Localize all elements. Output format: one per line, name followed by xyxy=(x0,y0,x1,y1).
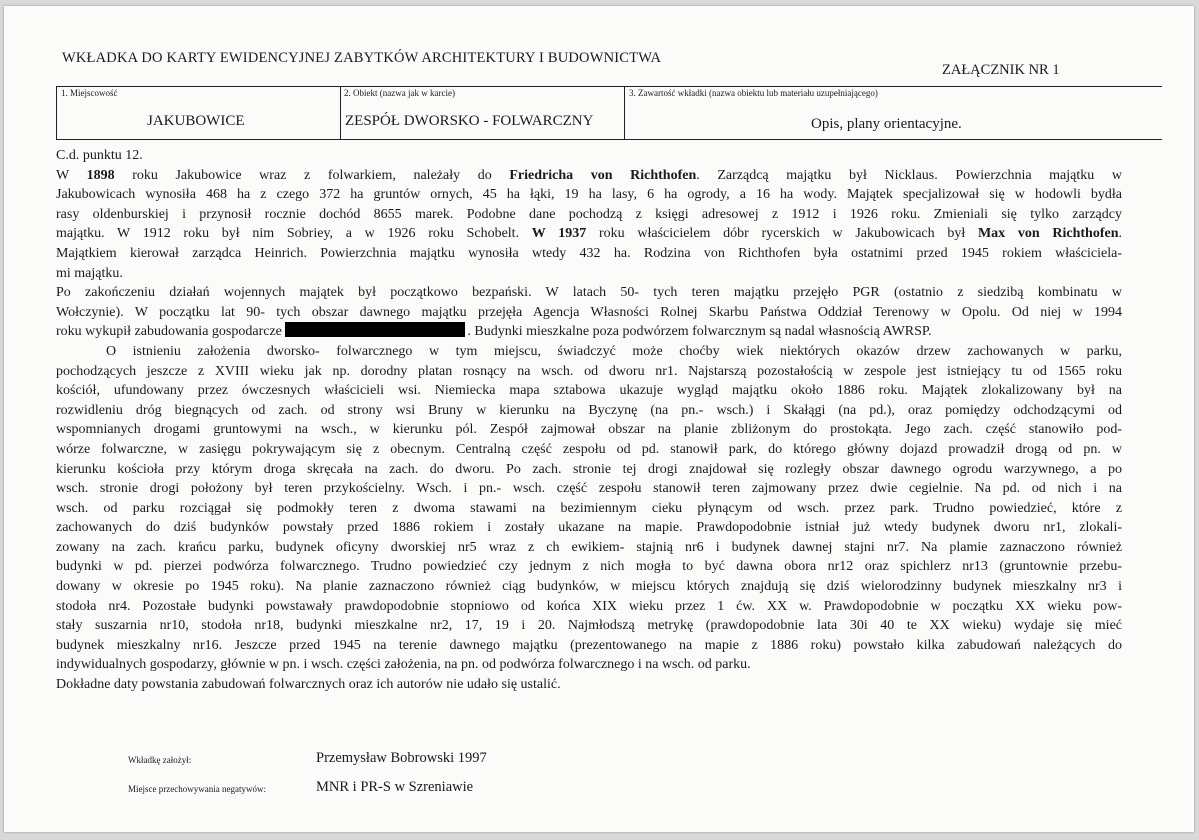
text-line: kościół, ufundowany przez ówczesnych właścicieli wsi. Niemiecka mapa sztabowa ukazuje wygląd majątku około 1886 roku. Majątek zlokalizowany był na xyxy=(56,383,1122,399)
text-line: C.d. punktu 12. xyxy=(56,148,143,163)
owner-name: Max von Richthofen xyxy=(977,226,1119,242)
field-contents xyxy=(625,87,1162,139)
text-line: Majątkiem kierował zarządca Heinrich. Powierzchnia majątku wynosiła wtedy 432 ha. Rodzina von Richthofen była ostatnimi przed 1945 rokiem właściciela- xyxy=(56,245,1122,261)
text-line xyxy=(56,166,1122,186)
text-run: . Budynki mieszkalne poza podwórzem folwarcznym są nadal własnością AWRSP. xyxy=(467,324,932,340)
year-1937: W 1937 xyxy=(531,226,587,242)
text-run: roku Jakubowice wraz z folwarkiem, należały do xyxy=(114,167,510,183)
text-run: roku wykupił zabudowania gospodarcze xyxy=(56,324,286,340)
text-line: mi majątku. xyxy=(56,265,123,281)
year-1898: 1898 xyxy=(86,167,115,183)
author-label: Wkładkę założył: xyxy=(128,755,192,765)
document-title: WKŁADKA DO KARTY EWIDENCYJNEJ ZABYTKÓW ARCHITEKTURY I BUDOWNICTWA xyxy=(62,50,662,66)
text-line: stodoła nr4. Pozostałe budynki powstawały prawdopodobnie stopniowo od końca XIX wieku przez 1 ćw. XX w. Prawdopodobnie w początku XX wieku pow- xyxy=(56,598,1122,614)
field-value: JAKUBOWICE xyxy=(147,113,245,129)
text-line: rasy oldenburskiej i przynosił rocznie dochód 8655 marek. Podobne dane pochodzą z księgi adresowej z 1912 i 1926 roku. Zmieniali się tylko zarządcy xyxy=(56,206,1122,222)
text-line: zowany na zach. krańcu parku, budynek oficyny dworskiej nr5 wraz z ch ewikiem- stajnią nr6 i budynek dawnej stajni nr7. Na plamie zaznaczono również xyxy=(56,539,1122,555)
text-line: Jakubowicach wynosiła 468 ha z czego 372 ha gruntów ornych, 45 ha łąki, 19 ha lasy, 6 ha ogrody, a 16 ha wody. Majątek specjalizował się w hodowli bydła xyxy=(56,187,1122,203)
text-line xyxy=(56,322,1122,342)
negatives-storage-label: Miejsce przechowywania negatywów: xyxy=(128,784,266,794)
text-line: rozwidleniu dróg biegnących od zach. od strony wsi Bruny w kierunku na Byczynę (na pn.- wsch.) i Skałągi (na pd.), oraz pomiędzy odchodzącymi od xyxy=(56,402,1122,418)
text-run: roku właścicielem dóbr rycerskich w Jakubowicach był xyxy=(586,226,978,242)
text-line: Dokładne daty powstania zabudowań folwarcznych oraz ich autorów nie udało się ustalić. xyxy=(56,677,561,693)
text-run: . Zarządcą majątku był Nicklaus. Powierzchnia majątku w xyxy=(696,167,1122,183)
text-line: wórze folwarczne, w zasięgu pokrywającym się z obecnym. Centralną część zespołu od pd. stanowił park, do którego główny dojazd prowadził drogą od pn. w xyxy=(56,441,1122,457)
document-sheet xyxy=(4,6,1194,832)
text-line: budynki w pd. pierzei podwórza folwarcznego. Trudno powiedzieć czy jednym z nich mogła to być dawna obora nr12 oraz spichlerz nr13 (gruntownie przebu- xyxy=(56,559,1122,575)
text-run: majątku. W 1912 roku był nim Sobriey, a w 1926 roku Schobelt. xyxy=(56,226,532,242)
text-line xyxy=(56,224,1122,244)
owner-name: Friedricha von Richthofen xyxy=(509,167,697,183)
text-line: zachowanych do dziś budynków powstały przed 1886 rokiem i zostały ukazane na mapie. Prawdopodobnie istniał już wtedy budynek dworu nr1, zlokali- xyxy=(56,520,1122,536)
text-run: W xyxy=(56,167,87,183)
author-name: Przemysław Bobrowski 1997 xyxy=(316,750,487,766)
description-text xyxy=(56,146,1122,695)
annex-number: ZAŁĄCZNIK NR 1 xyxy=(942,62,1060,78)
field-label: 3. Zawartość wkładki (nazwa obiektu lub materiału uzupełniającego) xyxy=(629,88,878,98)
header-table xyxy=(56,86,1162,140)
text-line: stały suszarnia nr10, stodoła nr18, budynki mieszkalne nr2, 17, 19 i 20. Najmłodszą metrykę (prawdopodobnie lata 30i 40 te XX wieku) wydaje się mieć xyxy=(56,618,1122,634)
text-line: wsch. stronie drogi położony był teren przykościelny. Wsch. i pn.- wsch. część zespołu stanowił teren zajmowany przez dwie cegielnie. Na pd. od nich i na xyxy=(56,481,1122,497)
field-label: 1. Miejscowość xyxy=(61,88,118,98)
text-line: wsch. od parku rozciągał się podmokły teren z dwoma stawami na bezimiennym cieku płynącym od wsch. przez park. Trudno powiedzieć, które z xyxy=(56,500,1122,516)
field-value: ZESPÓŁ DWORSKO - FOLWARCZNY xyxy=(345,113,594,129)
field-label: 2. Obiekt (nazwa jak w karcie) xyxy=(344,88,455,98)
negatives-storage: MNR i PR-S w Szreniawie xyxy=(316,779,474,795)
text-line: dowany w okresie po 1945 roku). Na planie zaznaczono również ciąg budynków, w miejscu których znajdują się dziś wielorodzinny budynek mieszkalny nr3 i xyxy=(56,579,1122,595)
field-object xyxy=(340,87,625,139)
text-line: O istnieniu założenia dworsko- folwarcznego w tym miejscu, świadczyć może choćby wiek niektórych okazów drzew zachowanych w parku, xyxy=(106,343,1122,359)
text-line: Wołczynie). W początku lat 90- tych obszar dawnego majątku przejęła Agencja Własności Rolnej Skarbu Państwa Oddział Terenowy w Opolu. Od niej w 1994 xyxy=(56,304,1122,320)
text-line: wspomnianych drogami gruntowymi na wsch., w kierunku pól. Zespół zajmował obszar na planie zbliżonym do prostokąta. Jego zach. część stanowiło pod- xyxy=(56,422,1122,438)
text-line: pochodzących jeszcze z XVIII wieku jak np. dorodny platan rosnący na wsch. od dworu nr1. Najstarszą pozostałością w zespole jest istniejący tu od 1565 roku xyxy=(56,363,1122,379)
field-value: Opis, plany orientacyjne. xyxy=(811,116,962,132)
text-line: indywidualnych gospodarzy, głównie w pn. i wsch. części założenia, na pn. od podwórza folwarcznego i na wsch. od parku. xyxy=(56,657,751,673)
redaction-bar xyxy=(285,322,465,337)
text-line: budynek mieszkalny nr16. Jeszcze przed 1945 na terenie dawnego majątku (prezentowanego na mapie z 1886 roku) powstało kilka zabudowań należących do xyxy=(56,637,1122,653)
text-line: kierunku kościoła przy którym droga skręcała na zach. do dworu. Po zach. stronie tej drogi znajdował się rozległy obszar dawnego ogrodu warzywnego, a po xyxy=(56,461,1122,477)
text-run: . xyxy=(1118,226,1123,242)
text-line: Po zakończeniu działań wojennych majątek był początkowo bezpański. W latach 50- tych teren majątku przejęło PGR (ostatnio z siedzibą kombinatu w xyxy=(56,285,1122,301)
field-locality xyxy=(56,87,341,139)
